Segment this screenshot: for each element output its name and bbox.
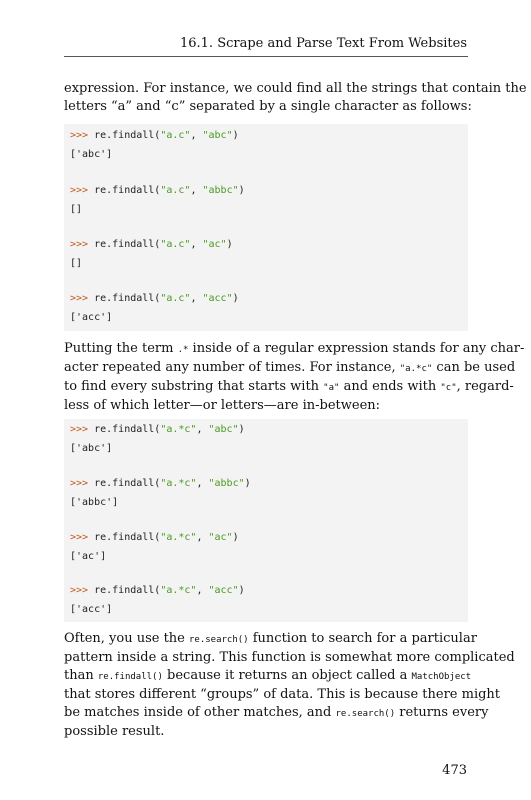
code-input-line: >>> re.findall("a.c", "abc") [70, 130, 239, 141]
paragraph-intro [64, 80, 527, 116]
running-head: 16.1. Scrape and Parse Text From Websites [179, 36, 467, 51]
paragraph-line: letters “a” and “c” separated by a single character as follows: [64, 99, 472, 114]
code-output-line: ['abbc'] [70, 497, 119, 508]
inline-code: .* [177, 345, 189, 355]
paragraph-line: be matches inside of other matches, and re.search() returns every [64, 705, 489, 720]
code-input-line: >>> re.findall("a.c", "abbc") [70, 185, 245, 196]
code-input-line: >>> re.findall("a.*c", "abbc") [70, 478, 251, 489]
paragraph-line: acter repeated any number of times. For instance, "a.*c" can be used [64, 360, 516, 375]
paragraph-dot-star [64, 340, 525, 415]
code-output-line: [] [70, 258, 83, 269]
paragraph-line: to find every substring that starts with "a" and ends with "c", regard- [64, 379, 514, 394]
code-output-line: ['abc'] [70, 443, 113, 454]
inline-code: re.search() [189, 635, 249, 645]
code-output-line: ['acc'] [70, 604, 113, 615]
inline-code: "a.*c" [399, 364, 433, 374]
paragraph-line: Often, you use the re.search() function to search for a particular [64, 631, 477, 646]
paragraph-re-search [64, 630, 515, 741]
inline-code: "a" [323, 383, 340, 393]
inline-code: MatchObject [411, 672, 472, 682]
code-input-line: >>> re.findall("a.*c", "ac") [70, 532, 239, 543]
page-number: 473 [442, 763, 467, 778]
code-input-line: >>> re.findall("a.c", "acc") [70, 293, 239, 304]
code-block-dot-star [64, 419, 468, 622]
paragraph-line: Putting the term .* inside of a regular expression stands for any char- [64, 341, 525, 356]
inline-code: re.findall() [97, 672, 163, 682]
paragraph-line: possible result. [64, 724, 165, 739]
code-output-line: [] [70, 204, 83, 215]
code-block-dot [64, 124, 468, 331]
paragraph-line: that stores different “groups” of data. This is because there might [64, 687, 501, 702]
paragraph-line: less of which letter—or letters—are in-between: [64, 398, 381, 413]
code-output-line: ['ac'] [70, 551, 107, 562]
code-output-line: ['acc'] [70, 312, 113, 323]
code-input-line: >>> re.findall("a.*c", "acc") [70, 585, 245, 596]
header-rule [64, 56, 468, 57]
paragraph-line: pattern inside a string. This function is somewhat more complicated [64, 650, 515, 665]
code-input-line: >>> re.findall("a.*c", "abc") [70, 424, 245, 435]
inline-code: "c" [440, 383, 457, 393]
code-input-line: >>> re.findall("a.c", "ac") [70, 239, 233, 250]
inline-code: re.search() [335, 709, 396, 719]
paragraph-line: expression. For instance, we could find all the strings that contain the [64, 81, 527, 96]
paragraph-line: than re.findall() because it returns an object called a MatchObject [64, 668, 472, 683]
code-output-line: ['abc'] [70, 149, 113, 160]
